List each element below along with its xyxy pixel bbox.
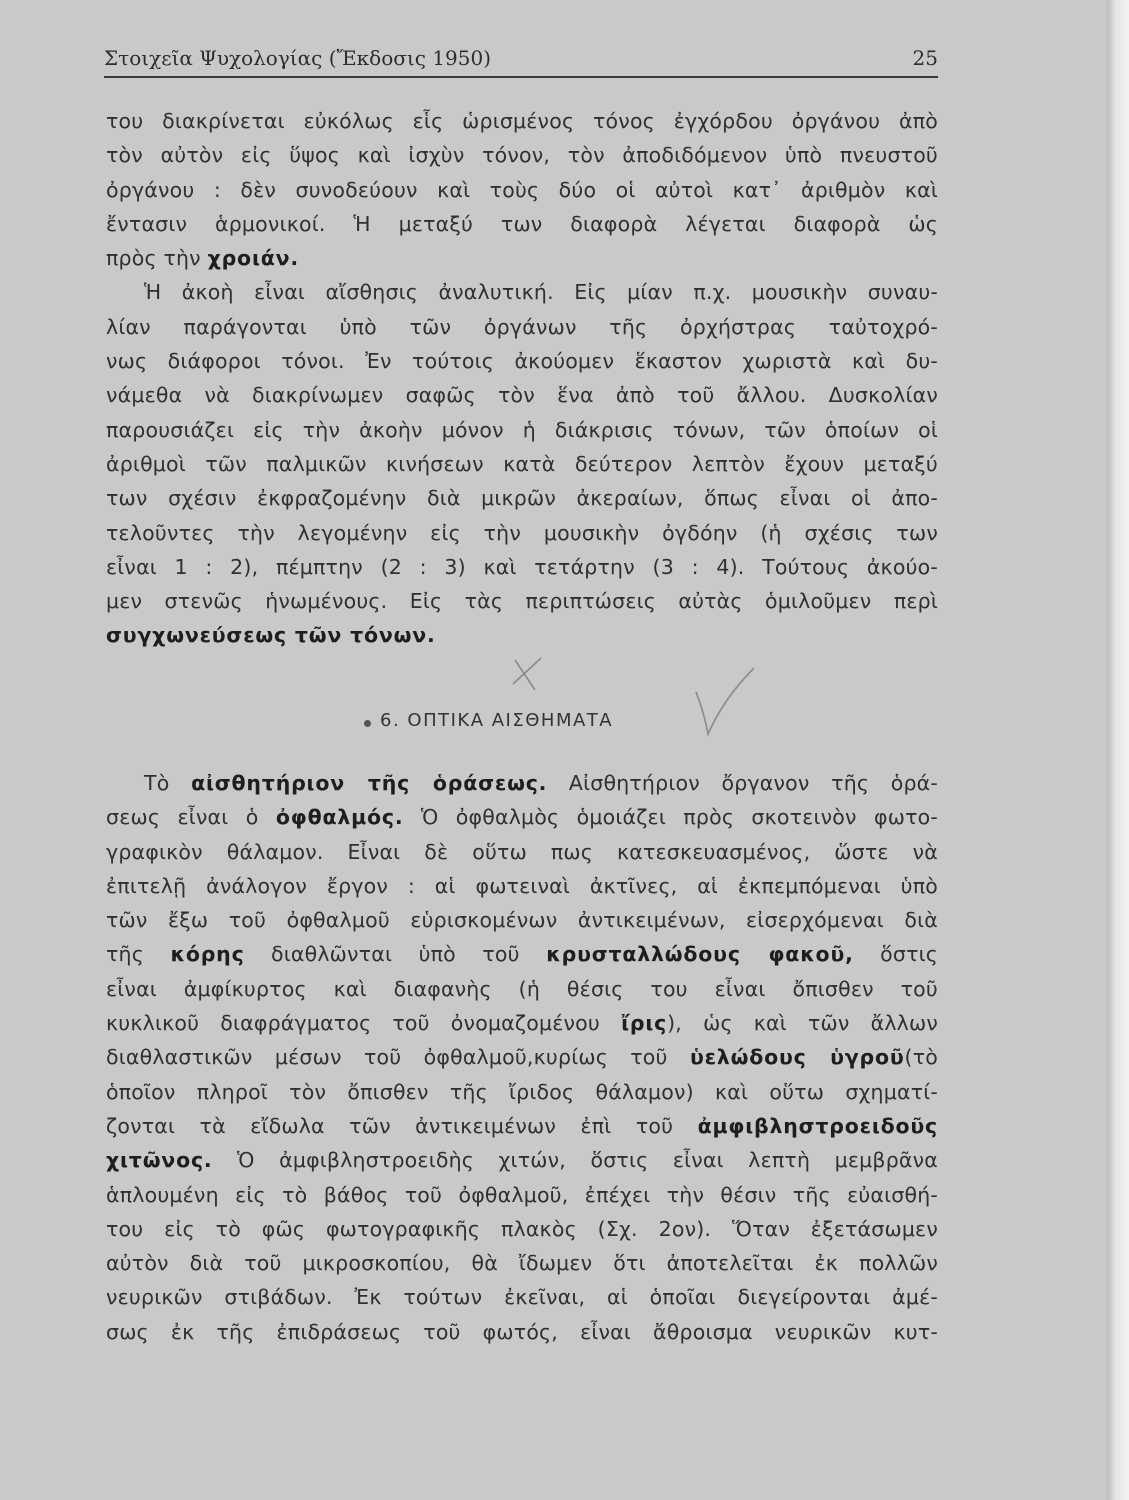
text-line [106, 618, 938, 652]
text-line: των σχέσιν ἐκφραζομένην διὰ μικρῶν ἀκεραίων, ὅπως εἶναι οἱ ἀπο- [106, 486, 938, 511]
text-line: ὁποῖον πληροῖ τὸν ὄπισθεν τῆς ἴριδος θάλαμον) καὶ οὕτω σχηματί- [106, 1079, 938, 1104]
text-run: ὅστις [880, 942, 938, 967]
bold-term: ὑελώδους ὑγροῦ [689, 1045, 905, 1070]
text-line: νως διάφοροι τόνοι. Ἐν τούτοις ἀκούομεν ἕκαστον χωριστὰ καὶ δυ- [106, 349, 938, 374]
bold-term: κόρης [170, 942, 245, 967]
text-line: σως ἐκ τῆς ἐπιδράσεως τοῦ φωτός, εἶναι ἄθροισμα νευρικῶν κυτ- [106, 1319, 938, 1344]
text-run: Αἰσθητήριον ὄργανον τῆς ὁρά- [568, 771, 938, 795]
text-line: νάμεθα νὰ διακρίνωμεν σαφῶς τὸν ἕνα ἀπὸ τοῦ ἄλλου. Δυσκολίαν [106, 383, 938, 408]
text-line: γραφικὸν θάλαμον. Εἶναι δὲ οὕτω πως κατεσκευασμένος, ὥστε νὰ [106, 839, 938, 864]
section-heading: 6. ΟΠΤΙΚΑ ΑΙΣΘΗΜΑΤΑ [380, 710, 614, 731]
text-run: διαθλαστικῶν μέσων τοῦ ὀφθαλμοῦ,κυρίως τοῦ [106, 1045, 668, 1070]
text-line: νευρικῶν στιβάδων. Ἐκ τούτων ἐκεῖναι, αἱ ὁποῖαι διεγείρονται ἀμέ- [106, 1285, 938, 1310]
text-run: διαθλῶνται ὑπὸ τοῦ [271, 942, 520, 967]
page-edge-shadow [1107, 0, 1129, 1500]
text-line [106, 1040, 938, 1074]
pencil-x-mark [505, 652, 553, 694]
text-run: ζονται τὰ εἴδωλα τῶν ἀντικειμένων ἐπὶ τοῦ [106, 1113, 674, 1138]
pencil-check-mark [690, 662, 760, 740]
text-line: ὀργάνου : δὲν συνοδεύουν καὶ τοὺς δύο οἱ αὐτοὶ κατ᾽ ἀριθμὸν καὶ [106, 177, 938, 202]
text-line [106, 1143, 938, 1177]
text-line [106, 937, 938, 971]
text-line: μεν στενῶς ἡνωμένους. Εἰς τὰς περιπτώσεις αὐτὰς ὁμιλοῦμεν περὶ [106, 589, 938, 614]
header-title: Στοιχεῖα Ψυχολογίας (Ἔκδοσις 1950) [104, 46, 492, 70]
text-line: εἶναι 1 : 2), πέμπτην (2 : 3) καὶ τετάρτην (3 : 4). Τούτους ἀκούο- [106, 554, 938, 579]
text-line: παρουσιάζει εἰς τὴν ἀκοὴν μόνον ἡ διάκρισις τόνων, τῶν ὁποίων οἱ [106, 417, 938, 442]
text-line: του εἰς τὸ φῶς φωτογραφικῆς πλακὸς (Σχ. 2ον). Ὅταν ἐξετάσωμεν [106, 1216, 938, 1241]
text-run: κυκλικοῦ διαφράγματος τοῦ ὀνομαζομένου [106, 1011, 600, 1036]
bold-term: χιτῶνος. [106, 1148, 213, 1173]
text-line: τὸν αὐτὸν εἰς ὕψος καὶ ἰσχὺν τόνον, τὸν ἀποδιδόμενον ὑπὸ πνευστοῦ [106, 143, 938, 168]
bold-term: συγχωνεύσεως τῶν τόνων. [106, 623, 436, 648]
bold-term: χροιάν. [207, 246, 299, 271]
text-line [106, 1006, 938, 1040]
text-run: Ὁ ὀφθαλμὸς ὁμοιάζει πρὸς σκοτεινὸν φωτο- [420, 805, 938, 830]
text-run: Ὁ ἀμφιβληστροειδὴς χιτών, ὅστις εἶναι λεπτὴ μεμβρᾶνα [237, 1148, 938, 1173]
text-line [106, 241, 938, 275]
text-run: Τὸ [144, 771, 170, 795]
bullet-dot [364, 720, 371, 727]
bold-term: ὀφθαλμός. [275, 805, 404, 830]
text-run: σεως εἶναι ὁ [106, 805, 259, 830]
text-run: πρὸς τὴν [106, 246, 201, 271]
body-text-bottom [106, 766, 938, 1349]
text-line: τῶν ἔξω τοῦ ὀφθαλμοῦ εὑρισκομένων ἀντικειμένων, εἰσερχόμεναι διὰ [106, 908, 938, 933]
text-run: ), ὡς καὶ τῶν ἄλλων [667, 1011, 938, 1036]
text-line [106, 766, 938, 800]
text-line: λίαν παράγονται ὑπὸ τῶν ὀργάνων τῆς ὀρχήστρας ταὐτοχρό- [106, 314, 938, 339]
bold-term: κρυσταλλώδους φακοῦ, [546, 942, 854, 967]
text-run: τῆς [106, 942, 144, 967]
body-text-top [106, 104, 938, 653]
text-line: Ἡ ἀκοὴ εἶναι αἴσθησις ἀναλυτική. Εἰς μίαν π.χ. μουσικὴν συναυ- [144, 280, 938, 305]
text-line: του διακρίνεται εὐκόλως εἷς ὡρισμένος τόνος ἐγχόρδου ὀργάνου ἀπὸ [106, 109, 938, 133]
text-line: ἐπιτελῇ ἀνάλογον ἔργον : αἱ φωτειναὶ ἀκτῖνες, αἱ ἐκπεμπόμεναι ὑπὸ [106, 873, 938, 898]
text-run: (τὸ [904, 1045, 938, 1070]
text-line: αὐτὸν διὰ τοῦ μικροσκοπίου, θὰ ἴδωμεν ὅτι ἀποτελεῖται ἐκ πολλῶν [106, 1251, 938, 1276]
text-line: τελοῦντες τὴν λεγομένην εἰς τὴν μουσικὴν ὀγδόην (ἡ σχέσις των [106, 520, 938, 545]
bold-term: ἀμφιβληστροειδοῦς [697, 1113, 938, 1138]
text-line: εἶναι ἀμφίκυρτος καὶ διαφανὴς (ἡ θέσις του εἶναι ὄπισθεν τοῦ [106, 976, 938, 1001]
text-line: ἀριθμοὶ τῶν παλμικῶν κινήσεων κατὰ δεύτερον λεπτὸν ἔχουν μεταξύ [106, 451, 938, 476]
text-line: ἔντασιν ἁρμονικοί. Ἡ μεταξύ των διαφορὰ λέγεται διαφορὰ ὡς [106, 211, 938, 236]
text-line: ἁπλουμένη εἰς τὸ βάθος τοῦ ὀφθαλμοῦ, ἐπέχει τὴν θέσιν τῆς εὐαισθή- [106, 1182, 938, 1207]
bold-term: αἰσθητήριον τῆς ὁράσεως. [191, 771, 548, 795]
bold-term: ἴρις [621, 1011, 668, 1036]
running-header [104, 44, 938, 78]
text-line [106, 800, 938, 834]
page-number: 25 [912, 46, 938, 70]
text-line [106, 1109, 938, 1143]
